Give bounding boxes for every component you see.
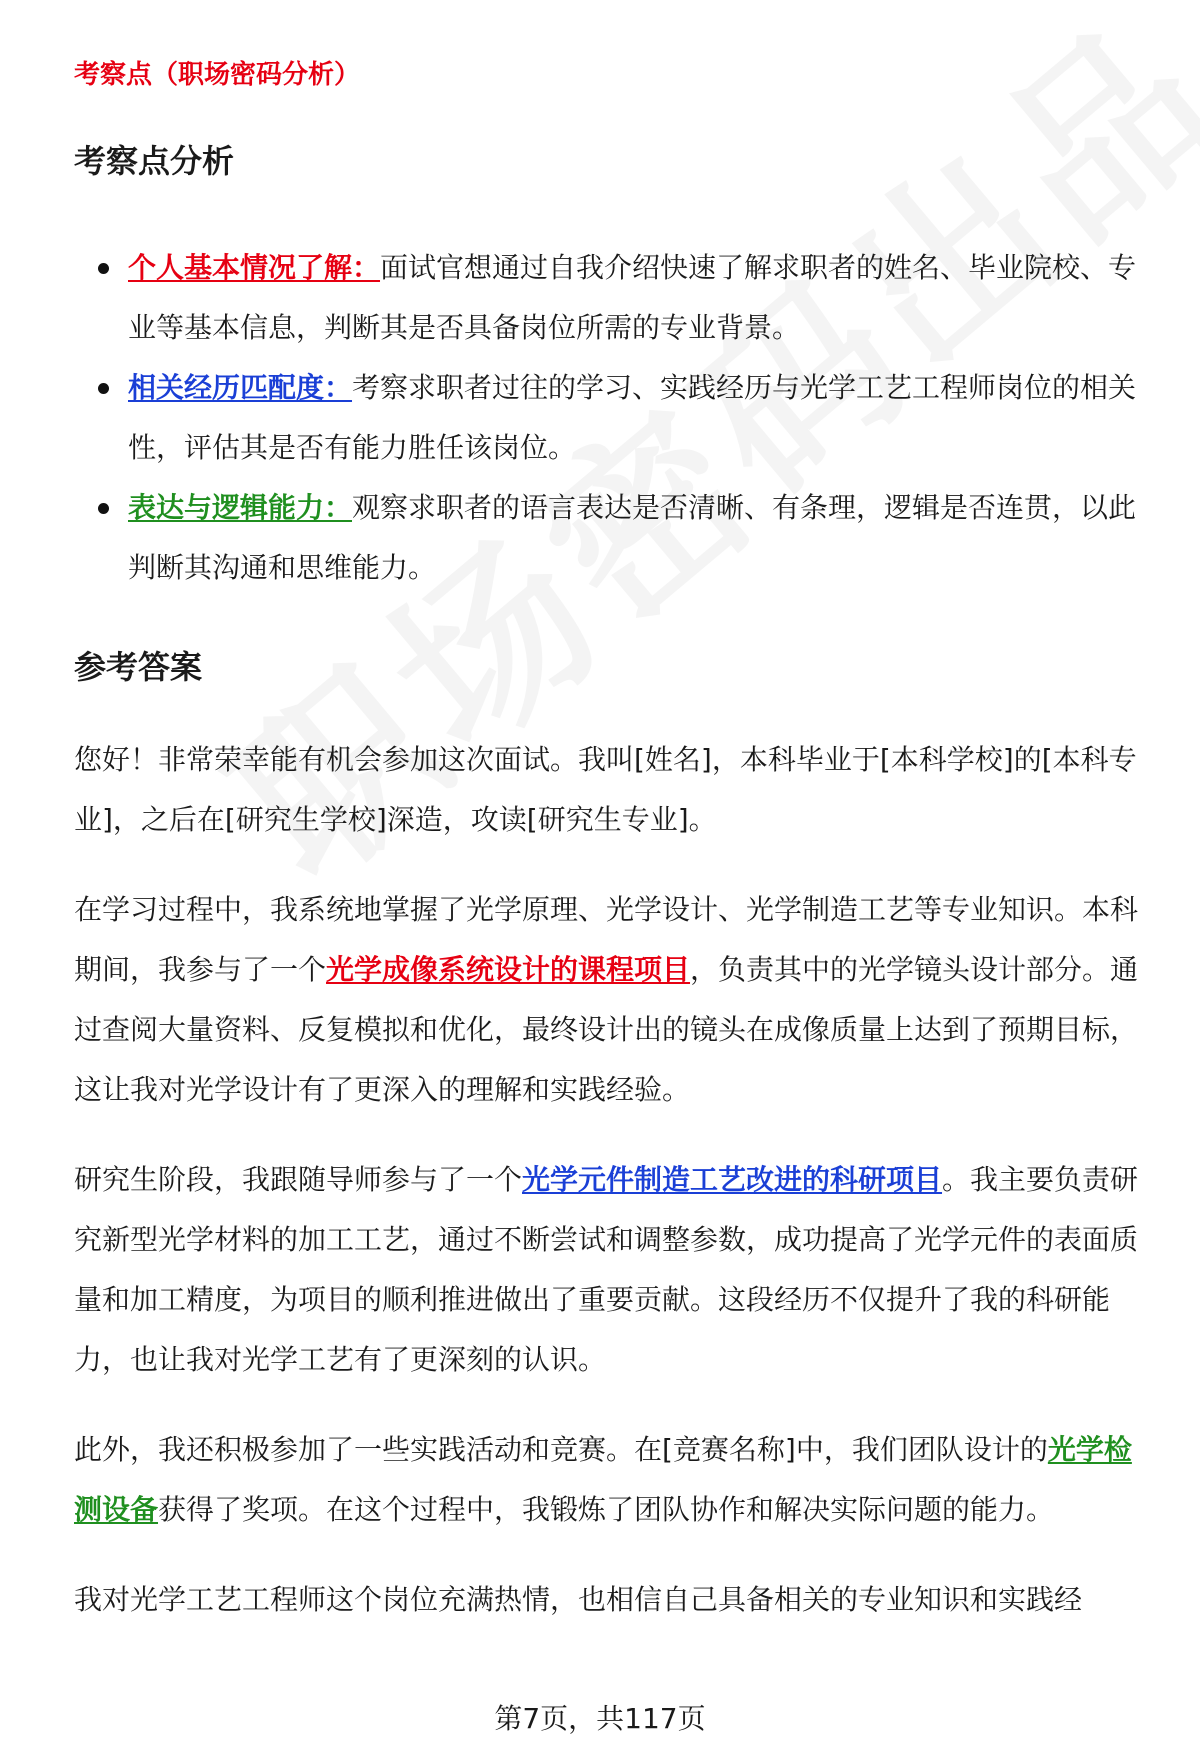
answer-paragraph: 您好！非常荣幸能有机会参加这次面试。我叫[姓名]，本科毕业于[本科学校]的[本科专业]，之后在[研究生学校]深造，攻读[研究生专业]。	[74, 743, 1137, 836]
answer-paragraph	[74, 880, 1144, 1120]
paragraph-text: 在学习过程中，我系统地掌握了光学原理、光学设计、光学制造工艺等专业知识。本科期间，我参与了一个	[74, 893, 1139, 986]
analysis-points-list	[74, 238, 1144, 598]
section-label: 考察点（职场密码分析）	[74, 60, 361, 90]
point-keyword: 相关经历匹配度：	[128, 371, 353, 404]
bullet-icon	[98, 383, 109, 394]
point-text: 观察求职者的语言表达是否清晰、有条理，逻辑是否连贯，以此判断其沟通和思维能力。	[128, 491, 1137, 584]
paragraph-text: 获得了奖项。在这个过程中，我锻炼了团队协作和解决实际问题的能力。	[158, 1493, 1055, 1526]
highlight-keyword: 光学成像系统设计的课程项目	[326, 953, 691, 986]
document-page	[74, 58, 1144, 1630]
paragraph-text: 此外，我还积极参加了一些实践活动和竞赛。在[竞赛名称]中，我们团队设计的	[74, 1433, 1048, 1466]
highlight-keyword: 光学元件制造工艺改进的科研项目	[522, 1163, 943, 1196]
answer-paragraph	[74, 1420, 1144, 1540]
point-text: 考察求职者过往的学习、实践经历与光学工艺工程师岗位的相关性，评估其是否有能力胜任该岗位。	[128, 371, 1137, 464]
bullet-icon	[98, 503, 109, 514]
point-keyword: 表达与逻辑能力：	[128, 491, 353, 524]
analysis-point-item	[74, 478, 1144, 598]
point-keyword: 个人基本情况了解：	[128, 251, 381, 284]
answer-paragraph	[74, 1150, 1144, 1390]
highlight-keyword: 光学检测设备	[74, 1433, 1132, 1526]
paragraph-text: ，负责其中的光学镜头设计部分。通过查阅大量资料、反复模拟和优化，最终设计出的镜头在成像质量上达到了预期目标，这让我对光学设计有了更深入的理解和实践经验。	[74, 953, 1139, 1106]
analysis-point-item	[74, 238, 1144, 358]
page-number: 第7页，共117页	[494, 1702, 706, 1735]
analysis-heading: 考察点分析	[74, 142, 235, 180]
paragraph-text: 。我主要负责研究新型光学材料的加工工艺，通过不断尝试和调整参数，成功提高了光学元件的表面质量和加工精度，为项目的顺利推进做出了重要贡献。这段经历不仅提升了我的科研能力，也让我对光学工艺有了更深刻的认识。	[74, 1163, 1139, 1376]
analysis-point-item	[74, 358, 1144, 478]
paragraph-text: 研究生阶段，我跟随导师参与了一个	[74, 1163, 523, 1196]
answer-body	[74, 730, 1144, 1630]
point-text: 面试官想通过自我介绍快速了解求职者的姓名、毕业院校、专业等基本信息，判断其是否具备岗位所需的专业背景。	[128, 251, 1137, 344]
bullet-icon	[98, 263, 109, 274]
answer-heading: 参考答案	[74, 648, 203, 686]
answer-paragraph: 我对光学工艺工程师这个岗位充满热情，也相信自己具备相关的专业知识和实践经	[74, 1583, 1083, 1616]
